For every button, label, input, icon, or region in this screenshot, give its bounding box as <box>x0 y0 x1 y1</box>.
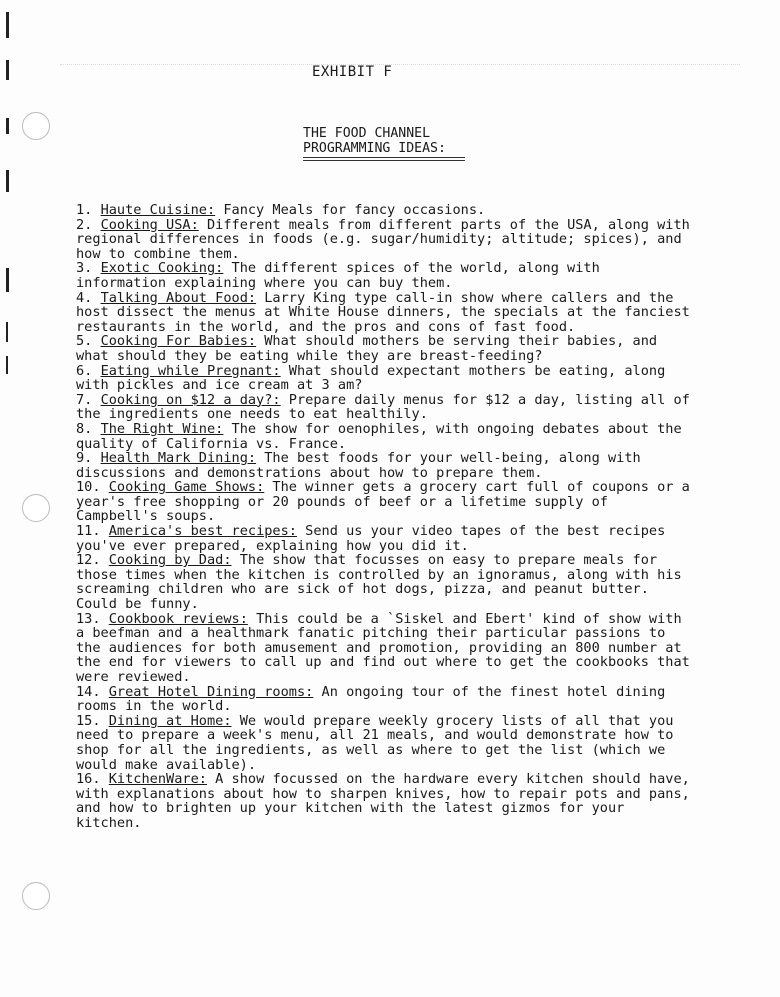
item-title: Cooking by Dad: <box>108 552 232 569</box>
list-item <box>76 612 696 685</box>
document-heading <box>303 126 446 156</box>
list-item <box>76 291 696 335</box>
item-title: The Right Wine: <box>100 420 224 437</box>
item-title: Cooking For Babies: <box>100 333 257 350</box>
item-number: 8. <box>76 420 93 437</box>
item-title: Haute Cuisine: <box>100 202 216 218</box>
item-number: 7. <box>76 391 93 408</box>
scan-edge-mark <box>6 268 9 292</box>
item-title: Health Mark Dining: <box>100 450 257 467</box>
scan-edge-mark <box>6 322 8 342</box>
item-description: This could be a `Siskel and Ebert' kind of show with a beefman and a healthmark fanatic pitching their particular passions to the audiences for both amusement and promotion, providing an 800 number at the end for viewers to call up and find out where to get the cookbooks that were reviewed. <box>76 610 690 685</box>
item-title: Exotic Cooking: <box>100 260 224 277</box>
list-item <box>76 480 696 524</box>
item-title: Cooking on $12 a day?: <box>100 391 281 408</box>
item-title: Great Hotel Dining rooms: <box>108 683 314 700</box>
item-number: 6. <box>76 362 93 379</box>
heading-underline <box>303 157 465 158</box>
scan-edge-mark <box>6 170 9 192</box>
item-title: America's best recipes: <box>108 523 297 540</box>
heading-line-2: PROGRAMMING IDEAS: <box>303 141 446 156</box>
item-title: Talking About Food: <box>100 289 257 306</box>
punch-hole <box>22 882 50 910</box>
list-item <box>76 203 696 218</box>
item-number: 10. <box>76 479 101 496</box>
list-item <box>76 451 696 480</box>
list-item <box>76 553 696 611</box>
heading-line-1: THE FOOD CHANNEL <box>303 126 431 141</box>
item-number: 2. <box>76 216 93 233</box>
item-description: What should expectant mothers be eating, along with pickles and ice cream at 3 am? <box>76 362 666 394</box>
list-item <box>76 364 696 393</box>
scan-edge-mark <box>6 356 8 374</box>
programming-ideas-list <box>76 203 696 831</box>
item-number: 9. <box>76 450 93 467</box>
item-title: Cookbook reviews: <box>108 610 248 627</box>
punch-hole <box>22 112 50 140</box>
exhibit-label: EXHIBIT F <box>312 64 393 80</box>
heading-underline <box>303 160 465 161</box>
item-number: 15. <box>76 712 101 729</box>
item-description: Different meals from different parts of the USA, along with regional differences in foods (e.g. sugar/humidity; altitude; spices), and how to combine them. <box>76 216 690 262</box>
item-description: What should mothers be serving their babies, and what should they be eating while they are breast-feeding? <box>76 333 658 364</box>
list-item <box>76 772 696 830</box>
item-number: 4. <box>76 289 93 306</box>
item-number: 1. <box>76 202 93 218</box>
item-title: Eating while Pregnant: <box>100 362 281 379</box>
item-description: We would prepare weekly grocery lists of all that you need to prepare a week's menu, all 21 meals, and would demonstrate how to shop for all the ingredients, as well as where to get the list (which we would make available). <box>76 712 674 773</box>
item-description: The show for oenophiles, with ongoing debates about the quality of California vs. France. <box>76 420 682 452</box>
list-item <box>76 393 696 422</box>
item-number: 5. <box>76 333 93 350</box>
item-description: The different spices of the world, along with information explaining where you can buy them. <box>76 260 600 291</box>
item-number: 16. <box>76 771 101 788</box>
scan-noise <box>60 64 740 73</box>
punch-hole <box>22 494 50 522</box>
item-description: The show that focusses on easy to prepare meals for those times when the kitchen is controlled by an ignoramus, along with his screaming children who are sick of hot dogs, pizza, and peanut butter. Could be funny. <box>76 552 682 613</box>
item-description: An ongoing tour of the finest hotel dining rooms in the world. <box>76 683 666 715</box>
item-title: KitchenWare: <box>108 771 207 788</box>
list-item <box>76 714 696 772</box>
list-item <box>76 218 696 262</box>
item-number: 14. <box>76 683 101 700</box>
item-number: 12. <box>76 552 101 569</box>
item-description: Prepare daily menus for $12 a day, listing all of the ingredients one needs to eat healthily. <box>76 391 690 423</box>
item-number: 3. <box>76 260 93 277</box>
item-number: 13. <box>76 610 101 627</box>
list-item <box>76 422 696 451</box>
list-item <box>76 524 696 553</box>
item-number: 11. <box>76 523 101 540</box>
list-item <box>76 261 696 290</box>
item-title: Cooking Game Shows: <box>108 479 265 496</box>
scan-edge-mark <box>6 60 9 80</box>
item-title: Dining at Home: <box>108 712 232 729</box>
item-description: Fancy Meals for fancy occasions. <box>215 202 486 218</box>
item-title: Cooking USA: <box>100 216 199 233</box>
item-description: A show focussed on the hardware every kitchen should have, with explanations about how to sharpen knives, how to repair pots and pans, and how to brighten up your kitchen with the latest gizmos for your kitchen. <box>76 771 690 831</box>
scan-edge-mark <box>6 12 9 38</box>
item-description: The winner gets a grocery cart full of coupons or a year's free shopping or 20 pounds of beef or a lifetime supply of Campbell's soups. <box>76 479 690 525</box>
item-description: Send us your video tapes of the best recipes you've ever prepared, explaining how you did it. <box>76 523 666 554</box>
list-item <box>76 685 696 714</box>
item-description: The best foods for your well-being, along with discussions and demonstrations about how to prepare them. <box>76 450 641 481</box>
list-item <box>76 334 696 363</box>
item-description: Larry King type call-in show where callers and the host dissect the menus at White House dinners, the specials at the fanciest restaurants in the world, and the pros and cons of fast food. <box>76 289 690 335</box>
scan-edge-mark <box>6 118 9 134</box>
